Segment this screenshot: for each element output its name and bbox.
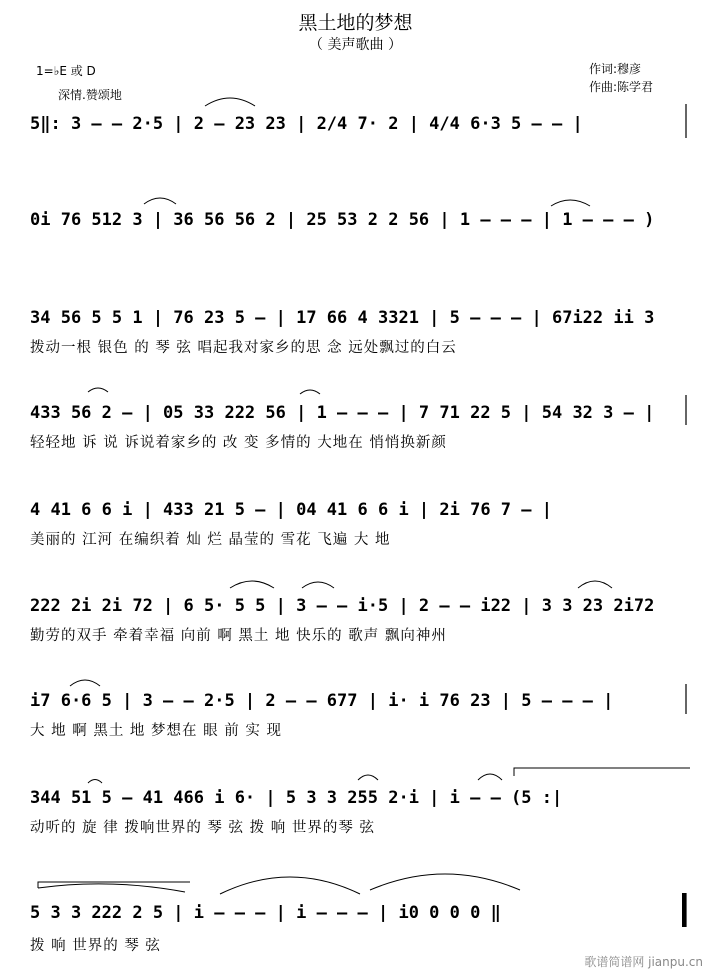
song-subtitle: （ 美声歌曲 ） (309, 37, 402, 53)
slur-mark (300, 390, 320, 394)
slur-mark (38, 884, 185, 892)
slur-mark (230, 581, 274, 588)
lyrics-line: 拨动一根 银色 的 琴 弦 唱起我对家乡的思 念 远处飘过的白云 (30, 340, 457, 356)
slur-mark (220, 877, 360, 894)
slur-mark (70, 680, 100, 686)
notation-line: 222 2i 2i 72 | 6 5· 5 5 | 3 – – i·5 | 2 – – i22 | 3 3 23 2i72 (30, 596, 655, 616)
slur-mark (578, 581, 612, 588)
notation-line: 433 56 2 – | 05 33 222 56 | 1 – – – | 7 71 22 5 | 54 32 3 – | (30, 403, 655, 423)
composer-credit: 作曲:陈学君 (589, 80, 654, 94)
notation-line: 0i 76 512 3 | 36 56 56 2 | 25 53 2 2 56 | 1 – – – | 1 – – – ) (30, 210, 655, 230)
slur-mark (358, 775, 378, 780)
notation-line: 344 51 5 – 41 466 i 6· | 5 3 3 255 2·i | i – – (5 :| (30, 788, 563, 808)
volta-bracket (514, 768, 690, 776)
song-title: 黑土地的梦想 (298, 12, 413, 34)
notation-line: 5‖: 3 – – 2·5 | 2 – 23 23 | 2/4 7· 2 | 4/4 6·3 5 – – | (30, 114, 583, 134)
notation-line: 5 3 3 222 2 5 | i – – – | i – – – | i0 0 0 0 ‖ (30, 903, 501, 923)
slur-mark (144, 198, 176, 204)
slur-mark (205, 98, 255, 106)
key-signature: 1=♭E 或 D (36, 64, 96, 78)
notation-line: i7 6·6 5 | 3 – – 2·5 | 2 – – 677 | i· i 76 23 | 5 – – – | (30, 691, 614, 711)
lyrics-line: 大 地 啊 黑土 地 梦想在 眼 前 实 现 (30, 723, 282, 739)
lyrics-line: 拨 响 世界的 琴 弦 (30, 938, 161, 954)
notation-line: 4 41 6 6 i | 433 21 5 – | 04 41 6 6 i | 2i 76 7 – | (30, 500, 552, 520)
slur-mark (302, 582, 334, 588)
lyrics-line: 动听的 旋 律 拨响世界的 琴 弦 拨 响 世界的琴 弦 (30, 820, 375, 836)
notation-line: 34 56 5 5 1 | 76 23 5 – | 17 66 4 3321 | 5 – – – | 67i22 ii 3 (30, 308, 655, 328)
slur-mark (551, 200, 590, 206)
final-bar-thick (682, 893, 686, 927)
lyrics-line: 美丽的 江河 在编织着 灿 烂 晶莹的 雪花 飞遍 大 地 (30, 532, 391, 548)
slur-mark (478, 774, 502, 780)
site-watermark: 歌谱简谱网 jianpu.cn (584, 955, 703, 969)
lyrics-line: 轻轻地 诉 说 诉说着家乡的 改 变 多情的 大地在 悄悄换新颜 (30, 435, 447, 451)
slur-mark (370, 874, 520, 890)
lyricist-credit: 作词:穆彦 (589, 62, 642, 76)
lyrics-line: 勤劳的双手 牵着幸福 向前 啊 黑土 地 快乐的 歌声 飘向神州 (30, 628, 447, 644)
tempo-marking: 深情.赞颂地 (58, 88, 122, 102)
slur-mark (88, 780, 102, 784)
slur-mark (88, 388, 108, 392)
